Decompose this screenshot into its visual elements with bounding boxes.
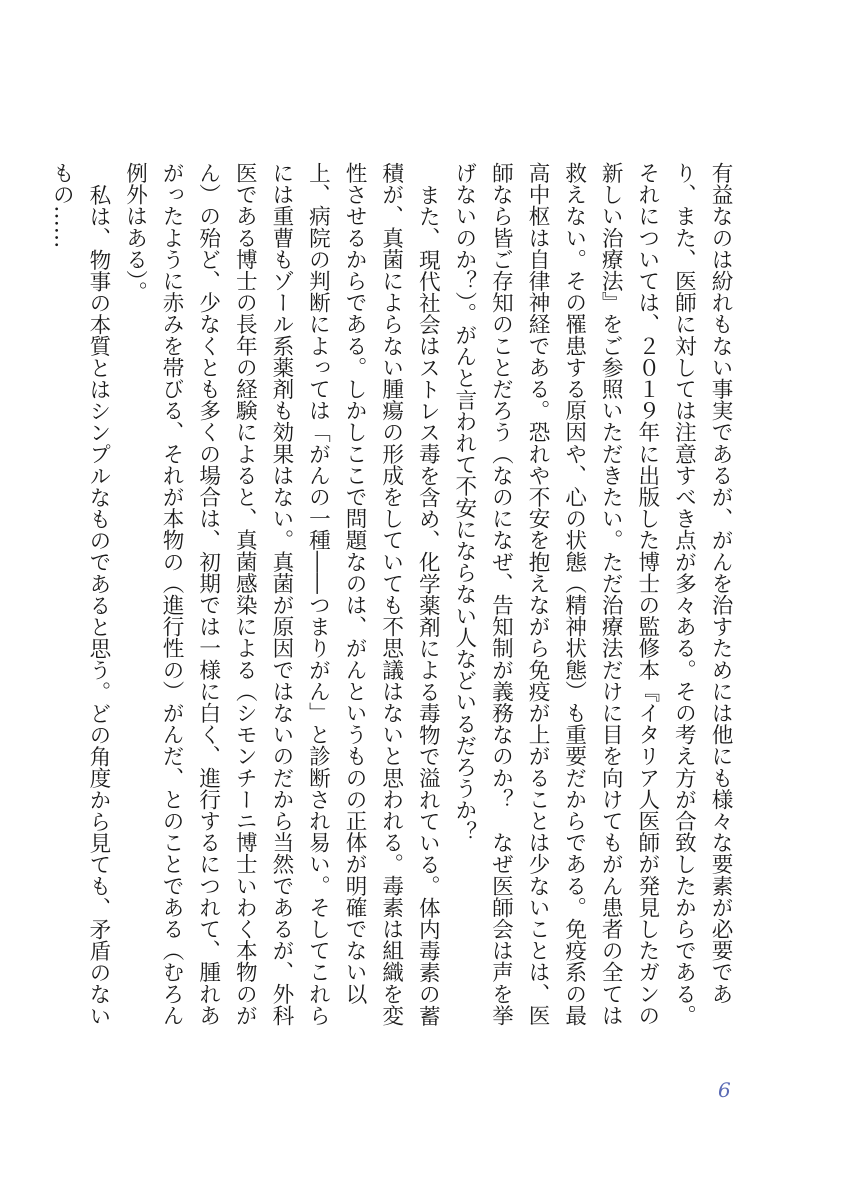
- vertical-text-body: [49, 162, 738, 1042]
- paragraph-1: 有益なのは紛れもない事実であるが、がんを治すためには他にも様々な要素が必要であり、また、医師に対しては注意すべき点が多々ある。その考え方が合致したからである。それについては、２０１９年に出版した博士の監修本『イタリア人医師が発見したガンの新しい治療法』をご参照いただきたい。ただ治療法だけに目を向けてもがん患者の全ては救えない。その罹患する原因や、心の状態（精神状態）も重要だからである。免疫系の最高中枢は自律神経である。恐れや不安を抱えながら免疫が上がることは少ないことは、医師なら皆ご存知のことだろう（なのになぜ、告知制が義務なのか？ なぜ医師会は声を挙げないのか？）。がんと言われて不安にならない人などいるだろうか？: [451, 162, 733, 1026]
- paragraph-3: 私は、物事の本質とはシンプルなものであると思う。どの角度から見ても、矛盾のないもの……: [49, 162, 111, 1026]
- page-number: 6: [718, 1078, 731, 1102]
- paragraph-2: また、現代社会はストレス毒を含め、化学薬剤による毒物で溢れている。体内毒素の蓄積が、真菌によらない腫瘍の形成をしていても不思議はないと思われる。毒素は組織を変性させるからである。しかしここで問題なのは、がんというものの正体が明確でない以上、病院の判断によっては「がんの一種――つまりがん」と診断され易い。そしてこれらには重曹もゾール系薬剤も効果はない。真菌が原因ではないのだから当然であるが、外科医である博士の長年の経験によると、真菌感染による（シモンチーニ博士いわく本物のがん）の殆ど、少なくとも多くの場合は、初期では一様に白く、進行するにつれて、腫れあがったように赤みを帯びる、それが本物の（進行性の）がんだ、とのことである（むろん例外はある）。: [122, 162, 441, 1026]
